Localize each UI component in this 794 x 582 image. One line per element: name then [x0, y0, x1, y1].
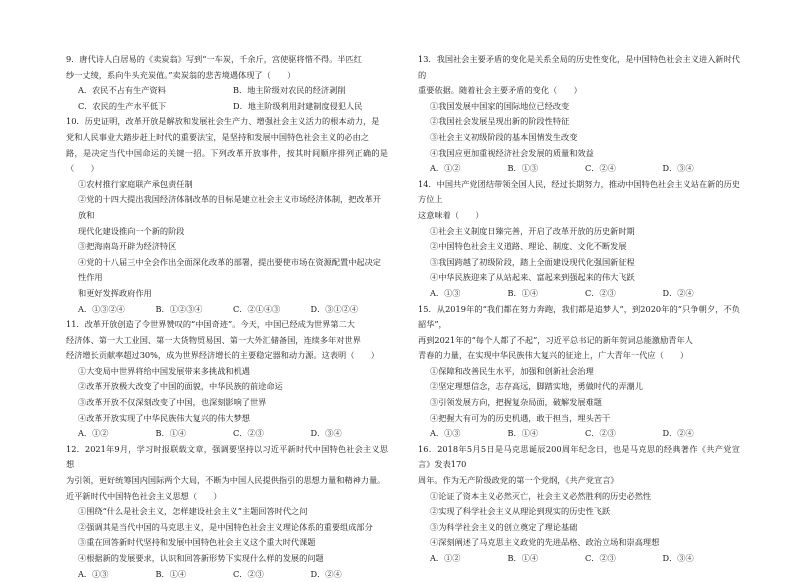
answer-option: C．②③ — [585, 428, 616, 439]
answer-options — [66, 302, 388, 318]
answer-option: D．②④ — [662, 287, 694, 298]
statement-item: ④党的十八届三中全会作出全面深化改革的部署，提出要使市场在资源配置中起决定性作用 — [78, 256, 381, 283]
answer-option: C．②①④③ — [233, 303, 281, 314]
statement-item: ②坚定理想信念，志存高远，脚踏实地，勇做时代的弄潮儿 — [430, 381, 643, 392]
statement-item: ①保障和改善民生水平，加强和创新社会治理 — [430, 365, 594, 376]
answer-option: A．①③ — [430, 287, 461, 298]
answer-option: C．②③ — [585, 287, 616, 298]
answer-option: C．农民的生产水平低下 — [78, 100, 167, 111]
statement-item: ④深刻阐述了马克思主义政党的先进品格、政治立场和崇高理想 — [430, 537, 660, 548]
answer-option: B．地主阶级对农民的经济剥削 — [233, 85, 346, 96]
question-q16 — [418, 442, 740, 567]
answer-option: A．①② — [430, 553, 461, 563]
answer-option: B．①④ — [507, 287, 539, 298]
question-q15 — [418, 302, 740, 442]
answer-option: A．①③②④ — [78, 303, 125, 314]
question-q12 — [66, 442, 388, 582]
statement-item: ③重在回答新时代坚持和发展中国特色社会主义这个重大时代课题 — [78, 537, 316, 548]
answer-option: A．①② — [430, 163, 461, 174]
question-q13 — [418, 52, 740, 177]
answer-options — [418, 426, 740, 442]
answer-options — [418, 161, 740, 177]
statement-item: 现代化建设推向一个新的阶段 — [78, 225, 185, 236]
answer-options — [418, 551, 740, 567]
statement-item: ①农村推行家庭联产承包责任制 — [78, 178, 193, 189]
statement-item: ②中国特色社会主义道路、理论、制度、文化不断发展 — [430, 241, 627, 252]
question-stem-line: 这意味着（ ） — [418, 209, 484, 220]
statement-item: ①论证了资本主义必然灭亡，社会主义必然胜利的历史必然性 — [430, 490, 652, 501]
answer-option: B．①③ — [507, 163, 539, 174]
answer-option: D．③①②④ — [310, 303, 359, 314]
statement-item: ④根据新的发展要求，认识和回答新形势下实现什么样的发展的问题 — [78, 553, 324, 563]
answer-option: B．①④ — [155, 428, 187, 439]
statement-item: ④我国应更加重视经济社会发展的质量和效益 — [430, 147, 594, 158]
answer-option: D．地主阶级利用封建制度侵犯人民 — [233, 100, 363, 111]
answer-option: A．①② — [78, 428, 109, 439]
answer-option: D．③④ — [310, 428, 342, 439]
question-q11 — [66, 317, 388, 442]
question-stem-line: 经济体、第一大工业国、第一大货物贸易国、第一大外汇储备国，连续多年对世界 — [66, 334, 361, 345]
answer-option: B．①④ — [507, 428, 539, 439]
statement-item: ①围绕“什么是社会主义，怎样建设社会主义”主题回答时代之问 — [78, 506, 308, 517]
statement-item: ④中华民族迎来了从站起来、富起来到强起来的伟大飞跃 — [430, 272, 635, 283]
answer-option: D．③④ — [662, 553, 694, 563]
statement-item: ③引领发展方向，把握复杂局面，破解发展难题 — [430, 397, 602, 408]
question-stem-line: 12．2021年9月，学习时报联载文章，强调要坚持以习近平新时代中国特色社会主义思想 — [66, 443, 388, 470]
answer-option: B．①④ — [507, 553, 539, 563]
right-column — [418, 52, 740, 567]
question-stem-line: 青春的力量，在实现中华民族伟大复兴的征途上，广大青年一代应（ ） — [418, 350, 689, 361]
statement-item: ③改革开放不仅深刻改变了中国，也深刻影响了世界 — [78, 397, 267, 408]
question-stem-line: 13．我国社会主要矛盾的变化是关系全局的历史性变化，是中国特色社会主义进入新时代的 — [418, 54, 740, 80]
question-stem-line: 16．2018年5月5日是马克思诞辰200周年纪念日，也是马克思的经典著作《共产党宣言》发表170 — [418, 443, 740, 470]
answer-options — [418, 286, 740, 302]
question-q9 — [66, 52, 388, 114]
answer-option: D．②④ — [310, 568, 342, 579]
question-q10 — [66, 114, 388, 317]
answer-option: A．①③ — [78, 568, 109, 579]
statement-item: ②党的十四大提出我国经济体制改革的目标是建立社会主义市场经济体制，把改革开放和 — [78, 194, 381, 220]
answer-option: C．②④ — [585, 163, 616, 174]
answer-option: B．①②③④ — [155, 303, 203, 314]
statement-item: ③为科学社会主义的创立奠定了理论基础 — [430, 521, 578, 532]
statement-item: 和更好发挥政府作用 — [78, 287, 152, 298]
answer-options — [66, 426, 388, 442]
question-stem-line: 重要依据。随着社会主要矛盾的变化（ ） — [418, 85, 582, 96]
question-stem-line: 9．唐代诗人白居易的《卖炭翁》写到“一车炭，千余斤，宫使驱将惜不得。半匹红 — [66, 54, 362, 64]
question-stem-line: 周年。作为无产阶级政党的第一个党纲，《共产党宣言》 — [418, 475, 619, 486]
answer-option: C．②③ — [233, 428, 264, 439]
answer-options — [66, 567, 388, 582]
question-stem-line: 近平新时代中国特色社会主义思想（ ） — [66, 490, 222, 501]
question-stem-line: 15．从2019年的“我们都在努力奔跑，我们都是追梦人”，到2020年的“只争朝夕，不负韶华”， — [418, 303, 740, 330]
statement-item: ③社会主义初级阶段的基本国情发生改变 — [430, 131, 578, 142]
statement-item: ②改革开放极大改变了中国的面貌，中华民族的前途命运 — [78, 381, 283, 392]
statement-item: ④把握大有可为的历史机遇，敢于担当，埋头苦干 — [430, 412, 611, 423]
statement-item: ③我国跨越了初级阶段，踏上全面建设现代化强国新征程 — [430, 256, 635, 267]
question-stem-line: 14．中国共产党团结带领全国人民，经过长期努力，推动中国特色社会主义站在新的历史方位上 — [418, 178, 740, 205]
question-stem-line: 为引领，更好统筹国内国际两个大局，不断为中国人民提供指引的思想力量和精神力量。 — [66, 475, 386, 486]
statement-item: ①我国发展中国家的国际地位已经改变 — [430, 100, 570, 111]
statement-item: ②实现了科学社会主义从理论到现实的历史性飞跃 — [430, 506, 611, 517]
answer-option: C．②③ — [233, 568, 264, 579]
statement-item: ①社会主义制度日臻完善，开启了改革开放的历史新时期 — [430, 225, 635, 236]
question-stem-line: 路，是决定当代中国命运的关键一招。下列改革开放事件，按其时间顺序排列正确的是（ ） — [66, 147, 388, 174]
answer-option: C．②③ — [585, 553, 616, 563]
question-stem-line: 再到2021年的“每个人都了不起”，习近平总书记的新年贺词总能激励青年人 — [418, 334, 693, 345]
statement-item: ①大变局中世界将给中国发展带来多挑战和机遇 — [78, 365, 250, 376]
answer-options — [66, 83, 388, 114]
statement-item: ②强调其是当代中国的马克思主义，是中国特色社会主义理论体系的重要组成部分 — [78, 521, 373, 532]
question-q14 — [418, 177, 740, 302]
statement-item: ④改革开放实现了中华民族伟大复兴的伟大梦想 — [78, 412, 250, 423]
question-stem-line: 纱一丈绫，系向牛头充炭值。”卖炭翁的悲苦境遇体现了（ ） — [66, 69, 296, 80]
question-stem-line: 党和人民事业大踏步赶上时代的重要法宝，是坚持和发展中国特色社会主义的必由之 — [66, 131, 369, 142]
question-stem-line: 11．改革开放创造了令世界赞叹的“中国奇迹”。今天，中国已经成为世界第二大 — [66, 319, 355, 330]
answer-option: B．①④ — [155, 568, 187, 579]
statement-item: ③把海南岛开辟为经济特区 — [78, 241, 177, 252]
question-stem-line: 10．历史证明，改革开放是解放和发展社会生产力、增强社会主义活力的根本动力，是 — [66, 116, 380, 127]
statement-item: ②我国社会发展呈现出新的阶段性特征 — [430, 116, 570, 127]
answer-option: A．①③ — [430, 428, 461, 439]
answer-option: D．②④ — [662, 428, 694, 439]
answer-option: D．③④ — [662, 163, 694, 174]
answer-option: A．农民不占有生产资料 — [78, 85, 166, 96]
question-stem-line: 经济增长贡献率超过30%，成为世界经济增长的主要稳定器和动力源。这表明（ ） — [66, 350, 379, 361]
left-column — [66, 52, 388, 582]
